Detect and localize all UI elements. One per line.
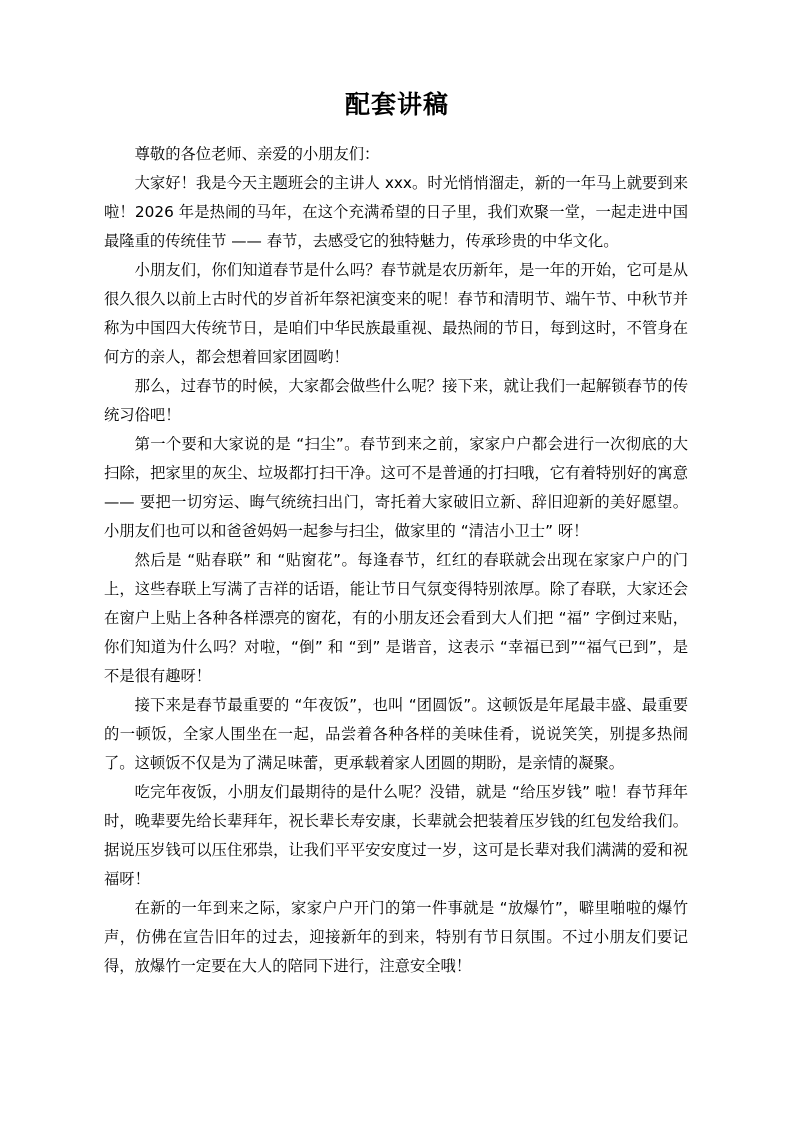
page-title: 配套讲稿 xyxy=(344,90,449,119)
paragraph: 尊敬的各位老师、亲爱的小朋友们： xyxy=(134,145,380,163)
paragraph: 小朋友们，你们知道春节是什么吗？春节就是农历新年，是一年的开始，它可是从很久很久以前上古时代的岁首祈年祭祀演变来的呢！春节和清明节、端午节、中秋节并称为中国四大传统节日，是咱们中华民族最重视、最热闹的节日，每到这时，不管身在何方的亲人，都会想着回家团圆哟！ xyxy=(104,261,688,366)
paragraph: 那么，过春节的时候，大家都会做些什么呢？接下来，就让我们一起解锁春节的传统习俗吧！ xyxy=(104,377,688,424)
paragraph: 在新的一年到来之际，家家户户开门的第一件事就是 “放爆竹”，噼里啪啦的爆竹声，仿佛在宣告旧年的过去，迎接新年的到来，特别有节日氛围。不过小朋友们要记得，放爆竹一定要在大人的陪同下进行，注意安全哦！ xyxy=(104,899,688,975)
paragraph: 大家好！我是今天主题班会的主讲人 xxx。时光悄悄溜走，新的一年马上就要到来啦！2026 年是热闹的马年，在这个充满希望的日子里，我们欢聚一堂，一起走进中国最隆重的传统佳节 —— 春节，去感受它的独特魅力，传承珍贵的中华文化。 xyxy=(104,174,688,250)
paragraph: 接下来是春节最重要的 “年夜饭”，也叫 “团圆饭”。这顿饭是年尾最丰盛、最重要的一顿饭，全家人围坐在一起，品尝着各种各样的美味佳肴，说说笑笑，别提多热闹了。这顿饭不仅是为了满足味蕾，更承载着家人团圆的期盼，是亲情的凝聚。 xyxy=(104,696,688,772)
paragraph: 然后是 “贴春联” 和 “贴窗花”。每逢春节，红红的春联就会出现在家家户户的门上，这些春联上写满了吉祥的话语，能让节日气氛变得特别浓厚。除了春联，大家还会在窗户上贴上各种各样漂亮的窗花，有的小朋友还会看到大人们把 “福” 字倒过来贴，你们知道为什么吗？对啦，“倒” 和 “到” 是谐音，这表示 “幸福已到”“福气已到”，是不是很有趣呀！ xyxy=(104,551,688,685)
paragraph: 吃完年夜饭，小朋友们最期待的是什么呢？没错，就是 “给压岁钱” 啦！春节拜年时，晚辈要先给长辈拜年，祝长辈长寿安康，长辈就会把装着压岁钱的红包发给我们。据说压岁钱可以压住邪祟，让我们平平安安度过一岁，这可是长辈对我们满满的爱和祝福呀！ xyxy=(104,783,688,888)
document-body xyxy=(104,140,688,981)
paragraph: 第一个要和大家说的是 “扫尘”。春节到来之前，家家户户都会进行一次彻底的大扫除，把家里的灰尘、垃圾都打扫干净。这可不是普通的打扫哦，它有着特别好的寓意 —— 要把一切穷运、晦气统统扫出门，寄托着大家破旧立新、辞旧迎新的美好愿望。小朋友们也可以和爸爸妈妈一起参与扫尘，做家里的 “清洁小卫士” 呀！ xyxy=(104,435,688,540)
